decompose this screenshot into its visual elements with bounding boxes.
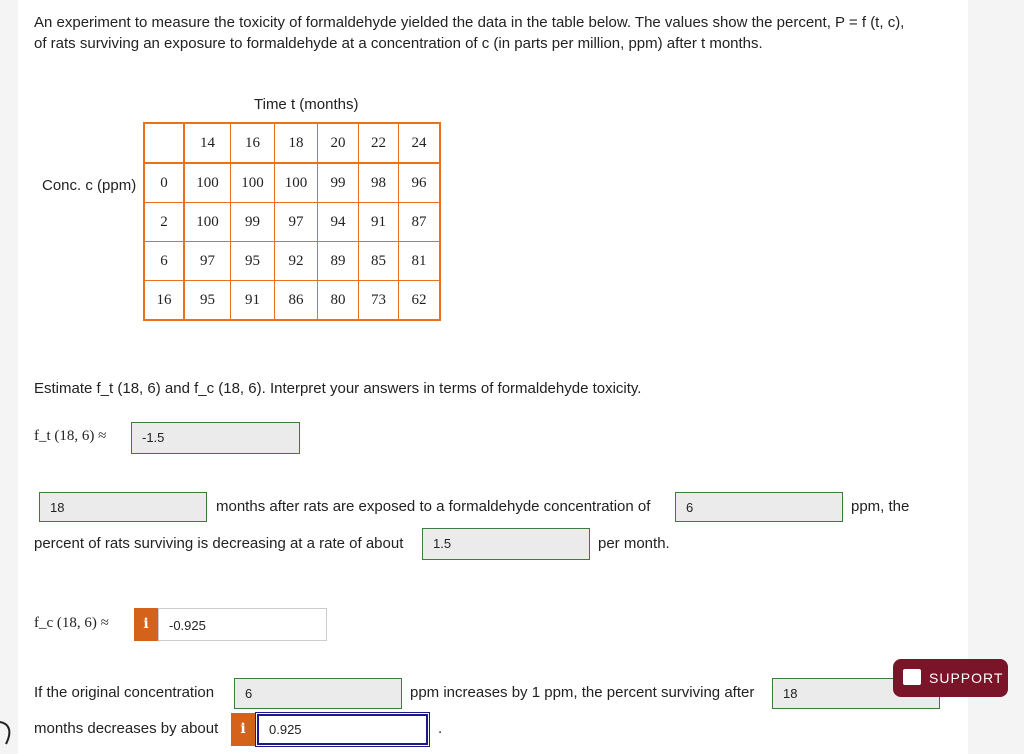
intro-line-1: An experiment to measure the toxicity of formaldehyde yielded the data in the table below. The values show the percent, P = f (t, c), bbox=[34, 14, 905, 31]
info-icon[interactable]: i bbox=[134, 608, 158, 641]
value-cell: 91 bbox=[359, 203, 399, 242]
value-cell: 99 bbox=[318, 163, 359, 203]
time-header: 16 bbox=[231, 123, 275, 163]
value-cell: 73 bbox=[359, 281, 399, 321]
conc-input[interactable]: 6 bbox=[675, 492, 843, 522]
interp1-text2: ppm, the bbox=[851, 498, 910, 515]
fc-input[interactable]: -0.925 bbox=[158, 608, 327, 641]
time-header: 22 bbox=[359, 123, 399, 163]
value-cell: 62 bbox=[399, 281, 441, 321]
table-row bbox=[144, 242, 440, 281]
value-cell: 96 bbox=[399, 163, 441, 203]
time-label: Time t (months) bbox=[254, 96, 359, 113]
value-cell: 97 bbox=[275, 203, 318, 242]
months-input[interactable]: 18 bbox=[39, 492, 207, 522]
partial-circle-mark bbox=[0, 718, 14, 748]
value-cell: 100 bbox=[275, 163, 318, 203]
value-cell: 92 bbox=[275, 242, 318, 281]
value-cell: 87 bbox=[399, 203, 441, 242]
conc-cell: 0 bbox=[144, 163, 184, 203]
value-cell: 89 bbox=[318, 242, 359, 281]
value-cell: 98 bbox=[359, 163, 399, 203]
info-icon[interactable]: i bbox=[231, 713, 255, 746]
header-row bbox=[144, 123, 440, 163]
question-text: Estimate f_t (18, 6) and f_c (18, 6). Interpret your answers in terms of formaldehyde toxicity. bbox=[34, 380, 642, 397]
conc-cell: 6 bbox=[144, 242, 184, 281]
value-cell: 91 bbox=[231, 281, 275, 321]
chat-icon bbox=[903, 669, 921, 685]
value-cell: 95 bbox=[184, 281, 231, 321]
support-button[interactable] bbox=[893, 659, 1008, 697]
value-cell: 97 bbox=[184, 242, 231, 281]
time-header: 24 bbox=[399, 123, 441, 163]
conc-label: Conc. c (ppm) bbox=[42, 177, 137, 194]
interp2-text2: ppm increases by 1 ppm, the percent surviving after bbox=[410, 684, 755, 701]
conc2-input[interactable]: 6 bbox=[234, 678, 402, 709]
ft-input[interactable]: -1.5 bbox=[131, 422, 300, 454]
table-row bbox=[144, 203, 440, 242]
interp1-text3: percent of rats surviving is decreasing at a rate of about bbox=[34, 535, 404, 552]
value-cell: 95 bbox=[231, 242, 275, 281]
support-label: SUPPORT bbox=[929, 670, 1004, 686]
value-cell: 99 bbox=[231, 203, 275, 242]
interp2-text3: months decreases by about bbox=[34, 720, 219, 737]
conc-cell: 2 bbox=[144, 203, 184, 242]
rate-input[interactable]: 1.5 bbox=[422, 528, 590, 560]
interp2-text1: If the original concentration bbox=[34, 684, 215, 701]
value-cell: 80 bbox=[318, 281, 359, 321]
value-cell: 81 bbox=[399, 242, 441, 281]
value-cell: 100 bbox=[184, 203, 231, 242]
interp1-text4: per month. bbox=[598, 535, 670, 552]
ft-label: f_t (18, 6) ≈ bbox=[34, 428, 107, 444]
months2-input[interactable]: 18 bbox=[772, 678, 940, 709]
value-cell: 86 bbox=[275, 281, 318, 321]
time-header: 18 bbox=[275, 123, 318, 163]
table-row bbox=[144, 281, 440, 321]
time-header: 14 bbox=[184, 123, 231, 163]
value-cell: 85 bbox=[359, 242, 399, 281]
value-cell: 94 bbox=[318, 203, 359, 242]
time-header: 20 bbox=[318, 123, 359, 163]
intro-line-2: of rats surviving an exposure to formaldehyde at a concentration of c (in parts per million, ppm) after t months. bbox=[34, 35, 763, 52]
value-cell: 100 bbox=[231, 163, 275, 203]
table-row bbox=[144, 163, 440, 203]
period: . bbox=[438, 720, 443, 737]
conc-cell: 16 bbox=[144, 281, 184, 321]
data-table bbox=[143, 122, 441, 321]
fc-label: f_c (18, 6) ≈ bbox=[34, 615, 109, 631]
decrease-input[interactable]: 0.925 bbox=[257, 714, 428, 745]
interp1-text: months after rats are exposed to a formaldehyde concentration of bbox=[216, 498, 651, 515]
value-cell: 100 bbox=[184, 163, 231, 203]
